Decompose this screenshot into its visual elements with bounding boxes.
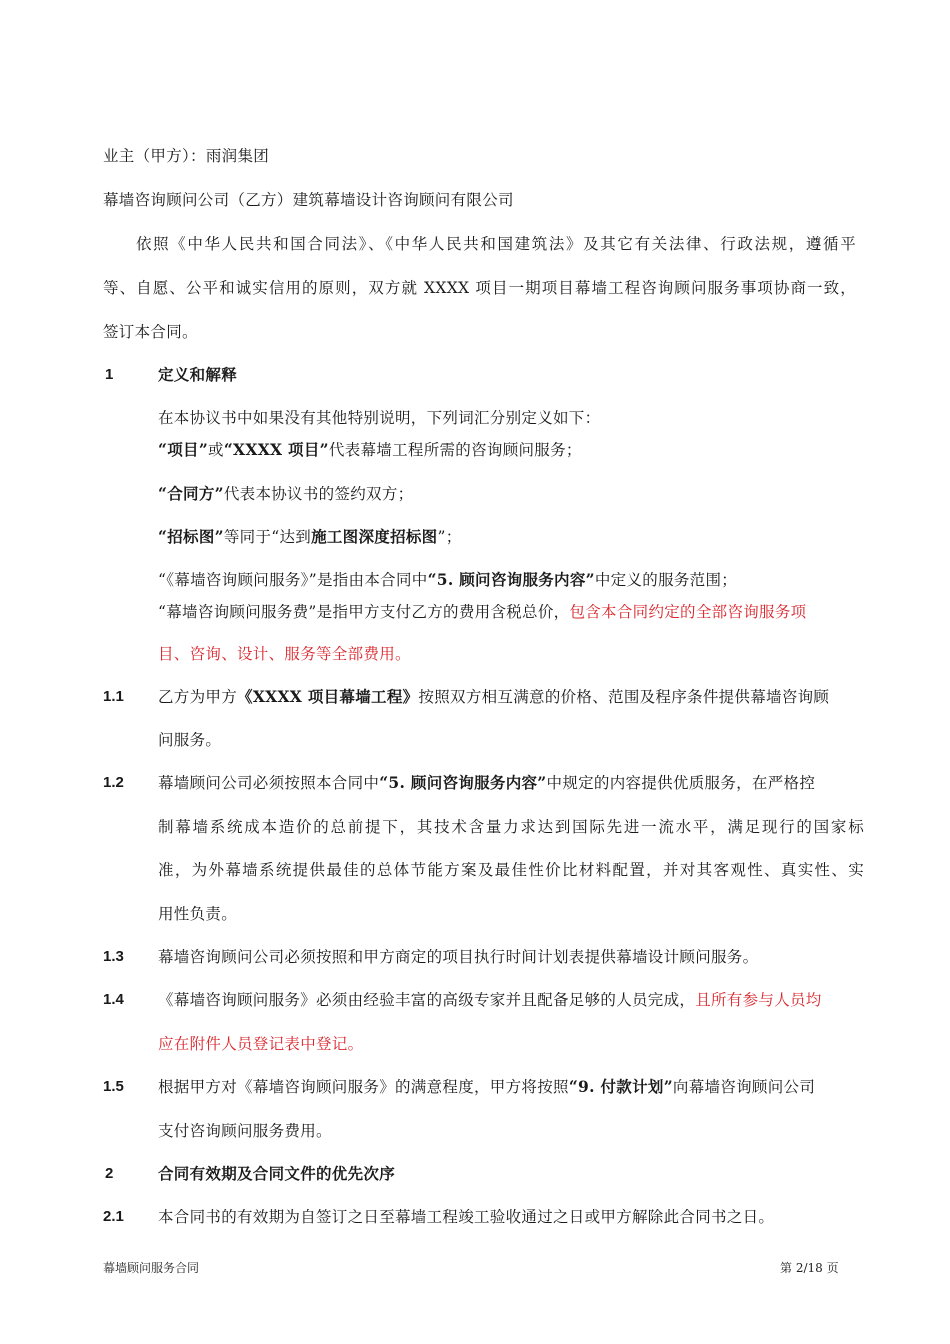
clause-1-4-red-1: 且所有参与人员均 xyxy=(695,991,822,1009)
clause-1-2-bold: “5. 顾问咨询服务内容” xyxy=(379,773,547,792)
owner-line: 业主（甲方）：雨润集团 xyxy=(103,147,270,165)
clause-1-4-line-1 xyxy=(158,990,822,1010)
clause-1-1-line-1 xyxy=(158,687,829,707)
clause-2-1-text: 本合同书的有效期为自签订之日至幕墙工程竣工验收通过之日或甲方解除此合同书之日。 xyxy=(158,1208,775,1226)
term-project: “项目” xyxy=(158,440,209,459)
clause-1-5-line-2: 支付咨询顾问服务费用。 xyxy=(158,1122,332,1140)
definition-tender-drawing xyxy=(158,527,462,547)
definition-service-pre: “《幕墙咨询顾问服务》”是指由本合同中 xyxy=(158,571,428,589)
definition-fee-red-1: 包含本合同约定的全部咨询服务项 xyxy=(569,603,807,621)
clause-2-1-number: 2.1 xyxy=(103,1208,124,1225)
clause-1-1-bold: 《XXXX 项目幕墙工程》 xyxy=(237,687,419,706)
term-or: 或 xyxy=(208,441,224,459)
section-2-number: 2 xyxy=(105,1165,114,1182)
definition-contract-party-text: 代表本协议书的签约双方； xyxy=(223,485,414,503)
intro-line-2: 等、自愿、公平和诚实信用的原则，双方就 XXXX 项目一期项目幕墙工程咨询顾问服务事项协商一致， xyxy=(103,279,856,297)
clause-1-2-line-3: 准，为外幕墙系统提供最佳的总体节能方案及最佳性价比材料配置，并对其客观性、真实性、实 xyxy=(158,861,864,879)
clause-1-3-number: 1.3 xyxy=(103,948,124,965)
term-contract-party: “合同方” xyxy=(158,484,224,503)
footer-page-number: 第 2/18 页 xyxy=(780,1261,839,1275)
clause-1-4-number: 1.4 xyxy=(103,991,124,1008)
clause-1-5-line-1 xyxy=(158,1077,815,1097)
section-1-title: 定义和解释 xyxy=(158,365,238,384)
term-tender-drawing: “招标图” xyxy=(158,527,224,546)
clause-1-1-line-2: 问服务。 xyxy=(158,731,222,749)
clause-1-2-number: 1.2 xyxy=(103,774,124,791)
clause-1-2-line-4: 用性负责。 xyxy=(158,905,238,923)
clause-1-1-number: 1.1 xyxy=(103,688,124,705)
definition-project xyxy=(158,440,582,460)
definition-project-text: 代表幕墙工程所需的咨询顾问服务； xyxy=(328,441,582,459)
clause-1-5-pre: 根据甲方对《幕墙咨询顾问服务》的满意程度，甲方将按照 xyxy=(158,1078,569,1096)
intro-line-3: 签订本合同。 xyxy=(103,323,198,341)
clause-1-5-bold: “9. 付款计划” xyxy=(568,1077,673,1096)
definition-tender-mid: 等同于“达到 xyxy=(223,528,312,546)
term-xxxx-project: “XXXX 项目” xyxy=(223,440,329,459)
section-2-title: 合同有效期及合同文件的优先次序 xyxy=(158,1164,396,1183)
intro-line-1: 依照《中华人民共和国合同法》、《中华人民共和国建筑法》及其它有关法律、行政法规，遵循平 xyxy=(136,235,856,253)
section-1-number: 1 xyxy=(105,366,114,383)
clause-1-1-pre: 乙方为甲方 xyxy=(158,688,238,706)
definition-tender-bold: 施工图深度招标图 xyxy=(311,527,438,546)
definition-service-ref: “5. 顾问咨询服务内容” xyxy=(427,570,595,589)
clause-1-2-rest: 中规定的内容提供优质服务，在严格控 xyxy=(546,774,816,792)
consultant-line: 幕墙咨询顾问公司（乙方）建筑幕墙设计咨询顾问有限公司 xyxy=(103,191,514,209)
definition-fee-red-2: 目、咨询、设计、服务等全部费用。 xyxy=(158,645,411,663)
definition-contract-party xyxy=(158,484,413,504)
clause-1-2-line-2: 制幕墙系统成本造价的总前提下，其技术含量力求达到国际先进一流水平，满足现行的国家标 xyxy=(158,818,864,836)
definition-service-fee xyxy=(158,602,806,622)
definition-consulting-service xyxy=(158,570,737,590)
clause-1-2-line-1 xyxy=(158,773,815,793)
footer-document-title: 幕墙顾问服务合同 xyxy=(103,1261,200,1275)
clause-1-2-pre: 幕墙顾问公司必须按照本合同中 xyxy=(158,774,380,792)
definition-fee-pre: “幕墙咨询顾问服务费”是指甲方支付乙方的费用含税总价， xyxy=(158,603,570,621)
clause-1-5-number: 1.5 xyxy=(103,1078,124,1095)
clause-1-5-rest: 向幕墙咨询顾问公司 xyxy=(672,1078,816,1096)
definitions-lead: 在本协议书中如果没有其他特别说明，下列词汇分别定义如下： xyxy=(158,409,601,427)
definition-tender-end: ”； xyxy=(437,528,462,546)
clause-1-3-text: 幕墙咨询顾问公司必须按照和甲方商定的项目执行时间计划表提供幕墙设计顾问服务。 xyxy=(158,948,759,966)
clause-1-4-pre: 《幕墙咨询顾问服务》必须由经验丰富的高级专家并且配备足够的人员完成， xyxy=(158,991,696,1009)
definition-service-rest: 中定义的服务范围； xyxy=(594,571,738,589)
clause-1-1-rest: 按照双方相互满意的价格、范围及程序条件提供幕墙咨询顾 xyxy=(418,688,830,706)
clause-1-4-red-2: 应在附件人员登记表中登记。 xyxy=(158,1035,364,1053)
